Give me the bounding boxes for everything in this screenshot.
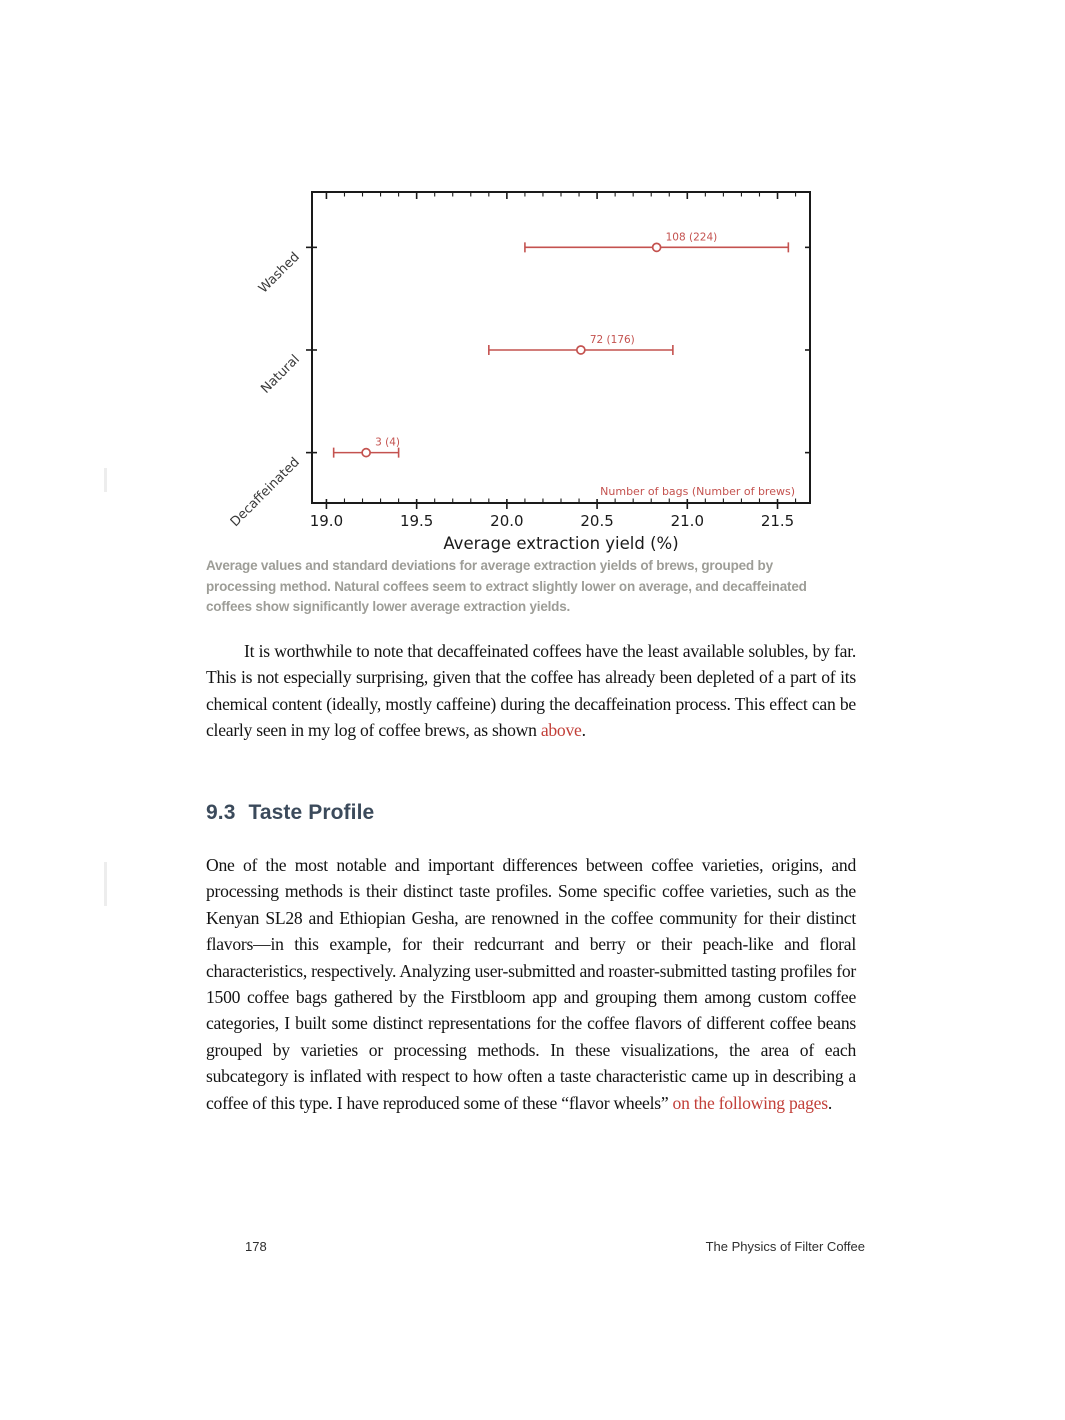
y-category-label: Decaffeinated (230, 454, 303, 530)
cross-reference-link[interactable]: above (540, 720, 582, 741)
x-axis-label: Average extraction yield (%) (443, 534, 679, 553)
body-paragraph (206, 638, 856, 744)
section-heading (206, 801, 374, 825)
data-point-label: 72 (176) (589, 333, 635, 346)
mean-marker (577, 346, 585, 354)
page-number: 178 (245, 1239, 267, 1254)
data-point-label: 108 (224) (665, 231, 718, 244)
x-tick-label: 20.5 (580, 512, 614, 530)
mean-marker (653, 243, 661, 251)
chart-note: Number of bags (Number of brews) (600, 485, 795, 498)
x-tick-label: 21.5 (760, 512, 795, 530)
paragraph-text: One of the most notable and important differences between coffee varieties, origins, and processing methods is their distinct taste profiles. Some specific coffee varieties, such as the Kenyan SL28 and Ethiopian Gesha, are renowned in the coffee community for their distinct flavors—in this example, for their redcurrant and berry or their peach-like and floral characteristics, respectively. Analyzing user-submitted and roaster-submitted tasting profiles for 1500 coffee bags gathered by the Firstbloom app and grouping them among custom coffee categories, I built some distinct representations for the coffee flavors of different coffee beans grouped by varieties or processing methods. In these visualizations, the area of each subcategory is inflated with respect to how often a taste characteristic came up in describing a coffee of this type. I have reproduced some of these “flavor wheels” (206, 855, 856, 1113)
section-number: 9.3 (206, 801, 236, 824)
mean-marker (362, 449, 370, 457)
x-tick-label: 19.0 (309, 512, 344, 530)
cross-reference-link[interactable]: on the following pages (672, 1092, 828, 1113)
section-title: Taste Profile (248, 801, 375, 824)
paragraph-1-container (206, 638, 856, 744)
paragraph-2-container (206, 852, 856, 1116)
paragraph-text: . (581, 720, 586, 741)
page-edge-artifact (104, 862, 107, 906)
page-edge-artifact (104, 468, 107, 492)
x-tick-label: 21.0 (670, 512, 705, 530)
figure-extraction-yield (230, 183, 830, 555)
plot-frame (312, 192, 810, 503)
y-category-label: Washed (255, 249, 303, 297)
paragraph-text: . (827, 1092, 832, 1113)
data-point-label: 3 (4) (375, 436, 401, 449)
running-footer-book-title: The Physics of Filter Coffee (705, 1239, 865, 1254)
body-paragraph (206, 852, 856, 1116)
y-category-label: Natural (258, 352, 303, 397)
extraction-yield-chart (230, 183, 830, 555)
x-tick-label: 19.5 (399, 512, 434, 530)
paragraph-text: It is worthwhile to note that decaffeinated coffees have the least available solubles, by far. This is not especially surprising, given that the coffee has already been depleted of a part of its chemical content (ideally, mostly caffeine) during the decaffeination process. This effect can be clearly seen in my log of coffee brews, as shown (206, 641, 856, 741)
figure-caption: Average values and standard deviations for average extraction yields of brews, grouped by processing method. Natural coffees seem to extract slightly lower on average, and decaffeinated coffees show significantly lower average extraction yields. (206, 558, 807, 615)
x-tick-label: 20.0 (490, 512, 524, 530)
